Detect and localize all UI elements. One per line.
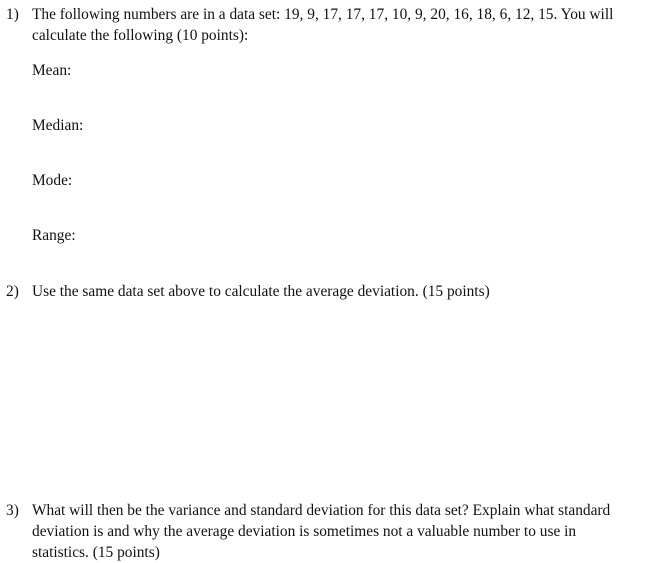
median-label: Median:	[32, 117, 84, 134]
question-line: The following numbers are in a data set: 19, 9, 17, 17, 17, 10, 9, 20, 16, 18, 6, 12, 15. You will	[32, 6, 614, 23]
question-line: deviation is and why the average deviation is sometimes not a valuable number to use in	[32, 523, 577, 540]
question-number: 3)	[6, 502, 19, 519]
question-text	[32, 500, 648, 563]
mean-label: Mean:	[32, 62, 72, 79]
question-text	[32, 281, 648, 302]
question-text	[32, 4, 648, 46]
mode-label: Mode:	[32, 172, 73, 189]
question-number: 1)	[6, 6, 19, 23]
question-line: What will then be the variance and standard deviation for this data set? Explain what standard	[32, 502, 611, 519]
question-line: Use the same data set above to calculate the average deviation. (15 points)	[32, 283, 490, 300]
question-number: 2)	[6, 283, 19, 300]
question-line: statistics. (15 points)	[32, 544, 160, 561]
range-label: Range:	[32, 227, 76, 244]
question-line: calculate the following (10 points):	[32, 27, 249, 44]
